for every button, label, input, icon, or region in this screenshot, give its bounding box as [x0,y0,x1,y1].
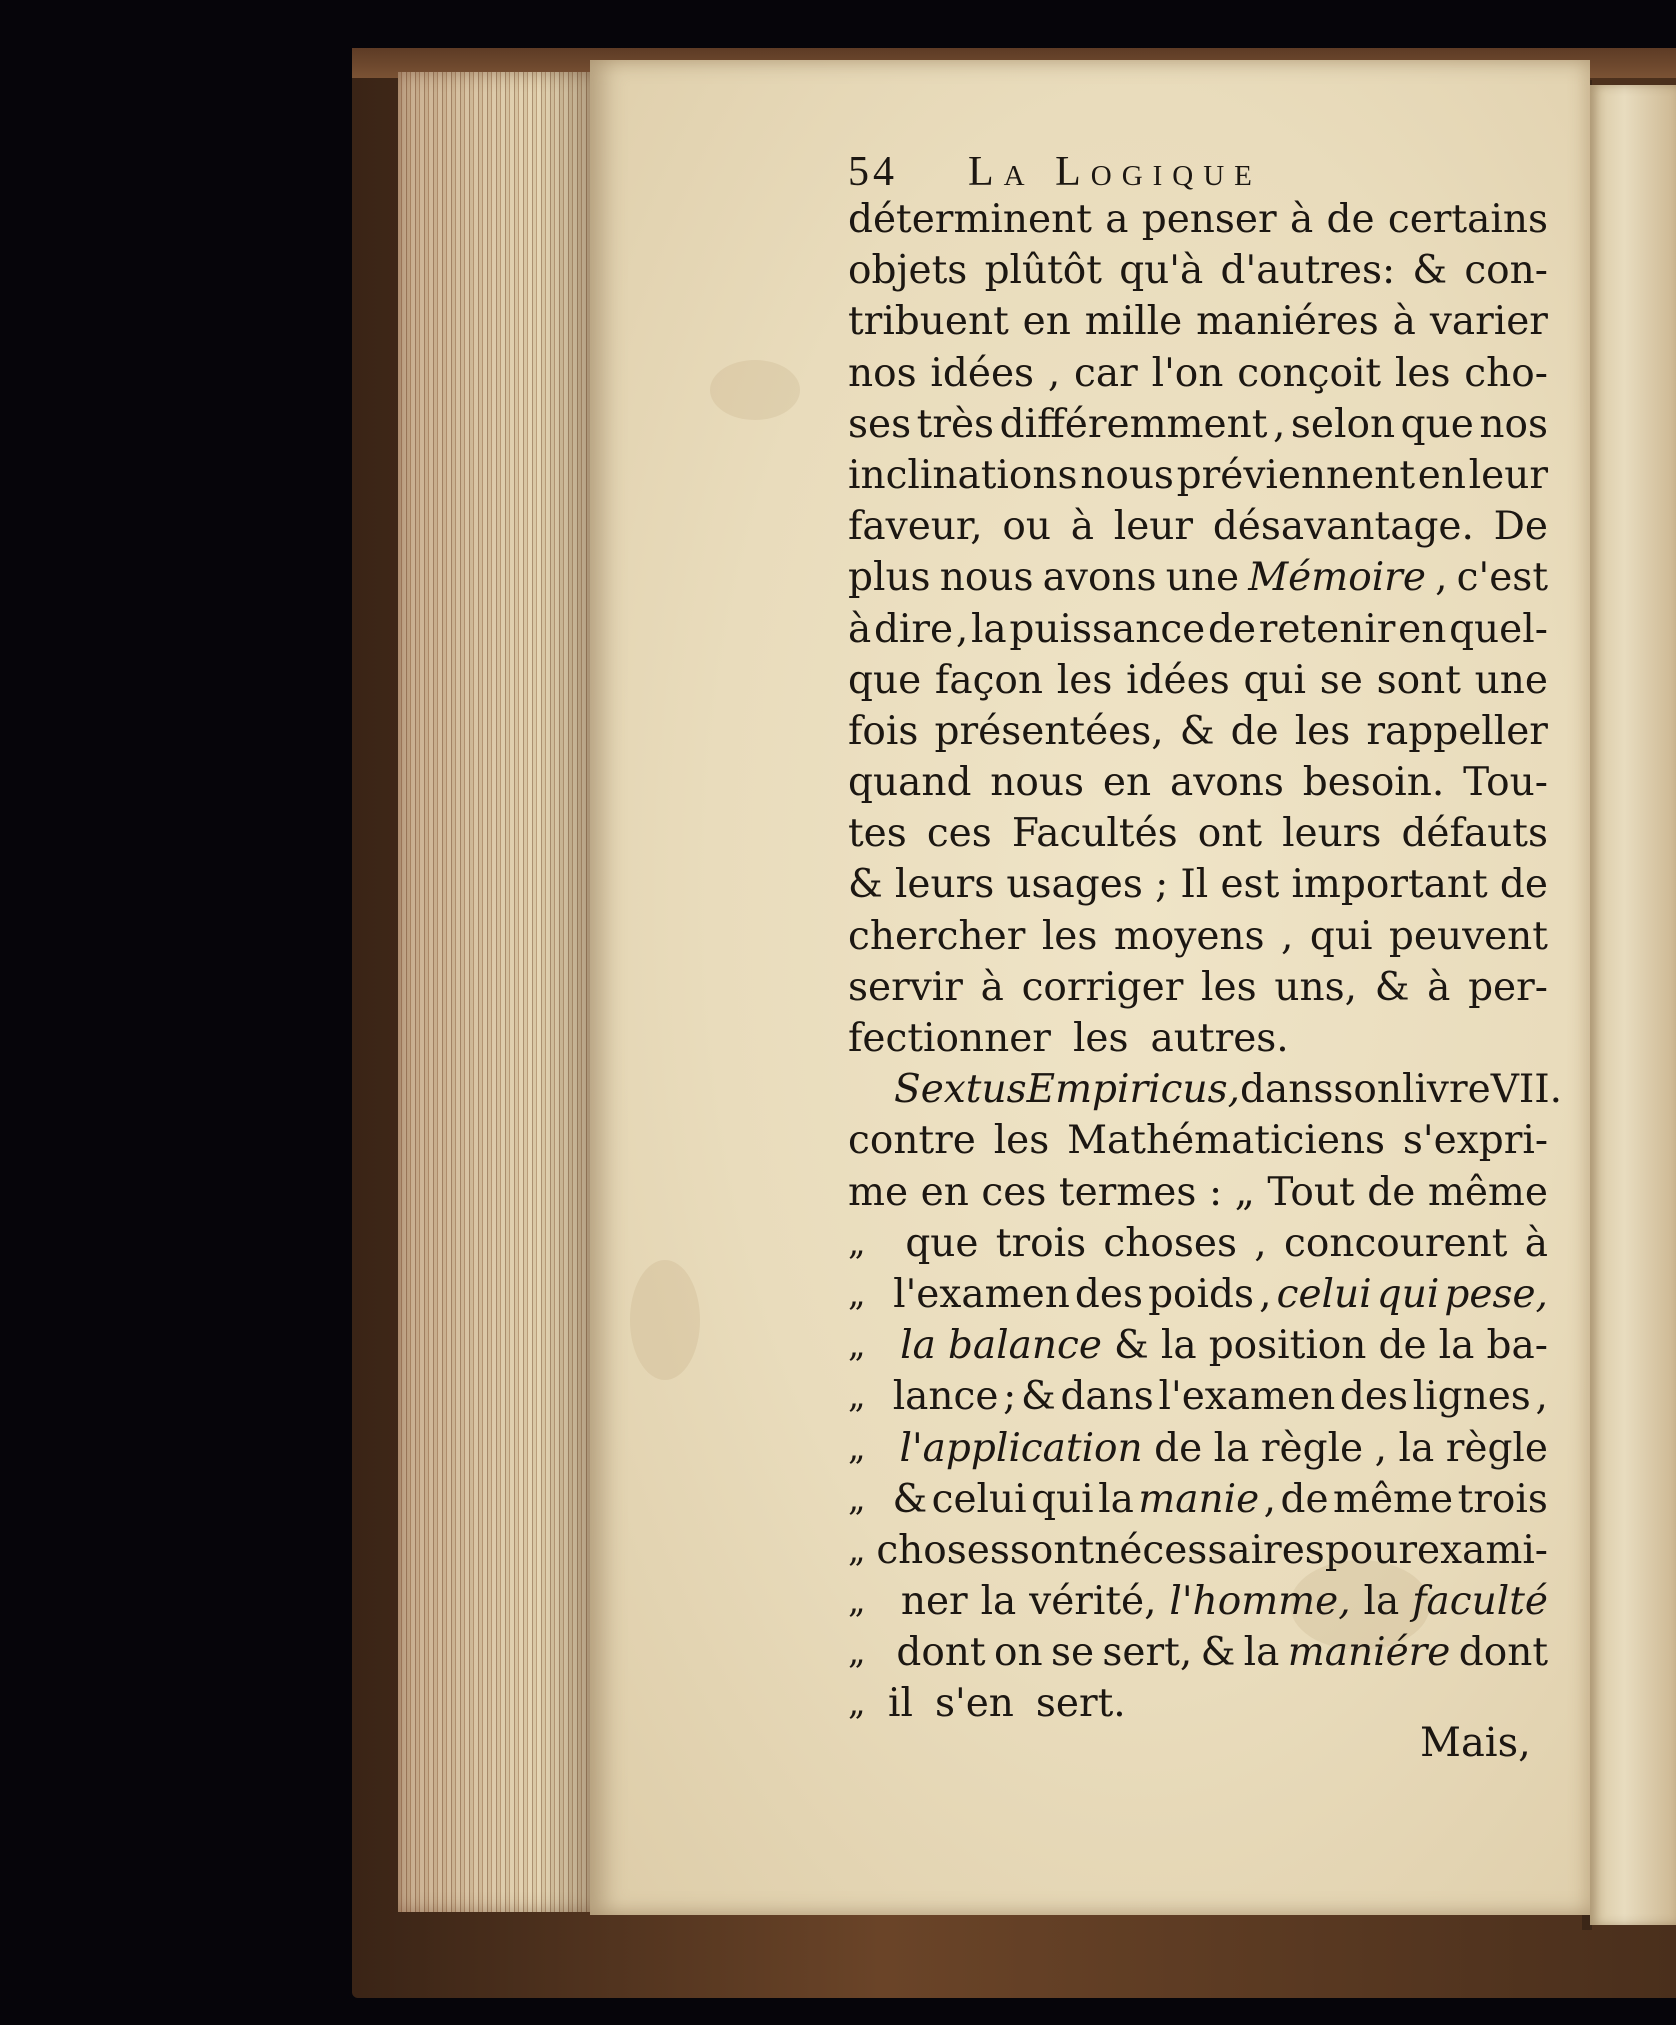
text-line [848,194,1548,245]
text-line [848,1269,1548,1320]
text-word: en [920,1169,969,1215]
text-word: de [1207,606,1257,652]
text-word: les [1294,708,1351,754]
text-word: , [1272,401,1286,447]
text-word: ; [1003,1374,1017,1420]
text-word: puissance [1009,606,1206,652]
text-line [848,1013,1548,1064]
text-word: Il [1180,862,1209,908]
text-word: ces [926,811,992,857]
text-word: quand [848,760,972,806]
text-word: ces [981,1169,1047,1215]
text-word: , [1263,1476,1277,1522]
text-word: pese, [1444,1271,1548,1317]
text-word: Tou- [1463,760,1548,806]
text-line [848,450,1548,501]
text-line [848,552,1548,603]
text-word: servir [848,964,963,1010]
text-word: termes [1058,1169,1197,1215]
text-word: & [1374,964,1410,1010]
text-word: nous [1080,452,1174,498]
text-word: de [1230,708,1279,754]
text-word: uns, [1274,964,1357,1010]
text-word: conçoit [1237,350,1382,396]
text-word: & [1021,1374,1056,1420]
text-word: concourent [1284,1220,1508,1266]
text-word: tes [848,811,907,857]
text-word: en [1102,760,1152,806]
text-word: nos [848,350,917,396]
text-word: dont [896,1630,986,1676]
text-word: règle [1445,1425,1548,1471]
text-line [848,348,1548,399]
text-word: autres. [1150,1016,1289,1061]
text-word: s'en [934,1681,1014,1727]
text-word: la [1213,1425,1250,1471]
text-line [848,808,1548,859]
text-word: : [1208,1169,1223,1215]
text-word: varier [1429,299,1548,345]
text-word: une [1165,555,1240,601]
text-word: des [1074,1271,1143,1317]
text-word: d'autres: [1220,248,1396,294]
text-word: nous [990,760,1085,806]
text-word: très [916,401,995,447]
foxing-spot [630,1260,700,1380]
text-word: la [970,606,1007,652]
text-word: ont [1197,811,1263,857]
quote-mark: „ [848,1529,866,1570]
text-word: leurs [894,862,995,908]
text-word: avons [1169,760,1284,806]
text-line [848,962,1548,1013]
text-line [848,757,1548,808]
text-word: qu'à [1119,248,1204,294]
text-word: & [892,1476,928,1522]
text-word: retenir [1258,606,1396,652]
text-word: con- [1464,248,1548,294]
text-word: ; [1155,862,1169,908]
text-word: fectionner [848,1016,1051,1061]
text-word: & [1412,248,1448,294]
text-line [848,1627,1548,1678]
text-word: , [1281,913,1294,959]
text-word: & [1114,1323,1149,1369]
text-word: , [1374,1425,1388,1471]
text-word: que [1400,401,1474,447]
text-word: choses [876,1527,1010,1573]
text-word: faveur, [848,504,983,550]
text-word: dire [873,606,954,652]
text-word: avons [1042,555,1157,601]
text-word: leur [1468,452,1548,498]
text-word: selon [1290,401,1396,447]
text-word: car [1074,350,1138,396]
text-word: manie [1138,1476,1260,1522]
text-word: Tout [1267,1169,1355,1215]
text-line [848,1115,1548,1166]
text-line [848,1371,1548,1422]
text-word: de [1154,1425,1203,1471]
text-word: , [1435,555,1448,601]
text-word: choses [1103,1220,1237,1266]
text-word: leurs [1282,811,1382,857]
text-word: de [1367,1169,1416,1215]
quote-mark: „ [848,1683,866,1724]
text-line [848,604,1548,655]
text-word: est [1220,862,1280,908]
text-word: Sextus [894,1067,1027,1113]
text-word: maniéres [1196,299,1379,345]
text-word: certains [1387,197,1548,242]
text-word: se [1319,657,1363,703]
text-word: la [1160,1323,1197,1369]
text-word: que [848,657,922,703]
text-word: dans [1240,1067,1334,1113]
text-word: trois [995,1220,1087,1266]
text-word: la [1438,1323,1475,1369]
text-word: idées [1126,657,1230,703]
text-word: sont [1376,657,1461,703]
text-word: celui [1276,1271,1372,1317]
text-word: qui [1376,1271,1440,1317]
text-word: l'examen [893,1271,1070,1317]
text-word: Mathématiciens [1067,1118,1386,1164]
text-line [848,399,1548,450]
text-word: les [1394,350,1451,396]
text-word: & [1179,708,1215,754]
text-word: leur [1113,504,1194,550]
text-word: sert. [1035,1681,1126,1727]
text-word: à [1524,1220,1548,1266]
text-word: plûtôt [984,248,1102,294]
text-word: important [1291,862,1488,908]
text-word: rappeller [1366,708,1548,754]
text-word: Facultés [1011,811,1178,857]
text-word: trois [1457,1476,1548,1522]
text-word: fois [848,708,919,754]
text-word: défauts [1401,811,1548,857]
text-word: pour [1324,1527,1418,1573]
text-word: la [1398,1425,1435,1471]
text-line [848,655,1548,706]
text-word: idées [930,350,1035,396]
text-word: ba- [1486,1323,1548,1369]
text-word: à [1392,299,1416,345]
text-word: il [888,1681,913,1727]
text-word: sont [1009,1527,1095,1573]
text-word: l'on [1151,350,1224,396]
text-word: , [1259,1271,1272,1317]
text-word: ou [1002,504,1052,550]
text-line [848,501,1548,552]
quote-mark: „ [848,1632,866,1673]
text-word: l'application [899,1425,1143,1471]
text-word: per- [1468,964,1548,1010]
quote-mark: „ [848,1273,866,1314]
text-word: De [1493,504,1548,550]
text-word: les [1056,657,1113,703]
text-word: vérité, [1029,1579,1157,1625]
text-word: exami- [1417,1527,1548,1573]
text-word: a [1105,197,1129,242]
text-word: ner [900,1579,968,1625]
text-word: besoin. [1302,760,1445,806]
text-word: & [1200,1630,1236,1676]
text-word: usages [1006,862,1143,908]
text-word: qui [1243,657,1307,703]
quote-mark: „ [848,1478,866,1519]
text-word: me [848,1169,909,1215]
text-word: Mémoire [1248,555,1426,601]
facing-page-edge [1590,85,1676,1925]
text-word: lance [892,1374,999,1420]
text-word: en [1022,299,1071,345]
text-word: à [980,964,1004,1010]
text-word: les [993,1118,1050,1164]
text-word: de [1326,197,1375,242]
catchword: Mais, [1420,1720,1531,1766]
text-word: son [1333,1067,1402,1113]
running-head [848,148,1548,194]
text-word: l'examen [1158,1374,1336,1420]
text-word: , [1254,1220,1267,1266]
page-number: 54 [848,149,898,195]
text-word: préviennent [1176,452,1416,498]
text-word: la [1243,1630,1280,1676]
text-word: en [1398,606,1447,652]
text-word: chercher [848,913,1026,959]
text-word: dans [1060,1374,1154,1420]
text-word: corriger [1021,964,1184,1010]
page-text [848,148,1563,1730]
text-word: les [1041,913,1098,959]
foxing-spot [710,360,800,420]
text-word: présentées, [934,708,1164,754]
text-word: que [905,1220,979,1266]
text-word: les [1072,1016,1129,1061]
text-word: des [1339,1374,1408,1420]
text-word: de [1378,1323,1427,1369]
text-word: façon [934,657,1044,703]
text-word: tribuent [848,299,1009,345]
text-word: , [955,606,969,652]
text-line [848,1525,1548,1576]
text-word: la [1098,1476,1134,1522]
text-word: penser [1141,197,1277,242]
text-word: à [848,606,872,652]
text-line [848,859,1548,910]
text-line [848,296,1548,347]
quote-mark: „ [848,1581,866,1622]
text-word: même [1333,1476,1454,1522]
running-title: La Logique [968,149,1262,195]
text-word: sert, [1102,1630,1193,1676]
text-word: la [900,1323,936,1369]
text-word: une [1474,657,1548,703]
text-line [848,1423,1548,1474]
text-word: à [1070,504,1095,550]
text-word: s'expri- [1402,1118,1548,1164]
text-lines [848,194,1563,1730]
text-word: balance [947,1323,1102,1369]
text-word: , [1535,1374,1548,1420]
text-word: c'est [1456,555,1548,601]
text-word: cho- [1464,350,1548,396]
text-word: se [1050,1630,1095,1676]
text-word: qui [1031,1476,1094,1522]
page-block-shading [398,72,598,1912]
quote-mark: „ [848,1325,866,1366]
text-word: même [1427,1169,1548,1215]
text-word: les [1201,964,1257,1010]
text-word: règle [1260,1425,1364,1471]
text-word: nous [939,555,1034,601]
text-word: objets [848,248,968,294]
text-word: l'homme, [1169,1579,1351,1625]
quote-mark: „ [848,1222,866,1263]
text-word: contre [848,1118,976,1164]
text-word: nos [1479,401,1548,447]
text-line [848,706,1548,757]
text-word: ses [848,401,912,447]
text-word: dont [1458,1630,1548,1676]
text-word: mille [1084,299,1183,345]
text-word: livre [1401,1067,1491,1113]
text-word: désavantage. [1212,504,1474,550]
text-word: la [980,1579,1017,1625]
text-word: quel- [1449,606,1548,652]
text-line [848,1064,1563,1115]
text-line [848,1576,1548,1627]
text-word: faculté [1412,1579,1548,1625]
text-word: qui [1309,913,1373,959]
text-word: poids [1148,1271,1254,1317]
text-word: Empiricus, [1026,1067,1240,1113]
text-line [848,1218,1548,1269]
text-word: lignes [1412,1374,1531,1420]
text-word: maniére [1287,1630,1451,1676]
text-word: „ [1234,1169,1255,1215]
text-word: plus [848,555,931,601]
text-word: en [1417,452,1466,498]
text-line [848,1320,1548,1371]
text-word: peuvent [1388,913,1548,959]
text-word: VII. [1490,1067,1563,1113]
text-word: déterminent [848,197,1092,242]
text-line [848,1167,1548,1218]
quote-mark: „ [848,1427,866,1468]
text-word: à [1289,197,1314,242]
text-word: position [1208,1323,1367,1369]
text-line [848,245,1548,296]
text-word: de [1280,1476,1329,1522]
text-word: inclinations [848,452,1078,498]
text-word: & [848,862,883,908]
text-line [848,911,1548,962]
text-word: à [1427,964,1451,1010]
text-word: on [993,1630,1043,1676]
text-word: moyens [1113,913,1265,959]
text-line [848,1474,1548,1525]
text-word: différemment [999,401,1268,447]
quote-mark: „ [848,1376,866,1417]
text-word: , [1047,350,1061,396]
text-word: nécessaires [1094,1527,1325,1573]
text-word: celui [931,1476,1027,1522]
text-word: la [1363,1579,1400,1625]
text-word: de [1499,862,1548,908]
